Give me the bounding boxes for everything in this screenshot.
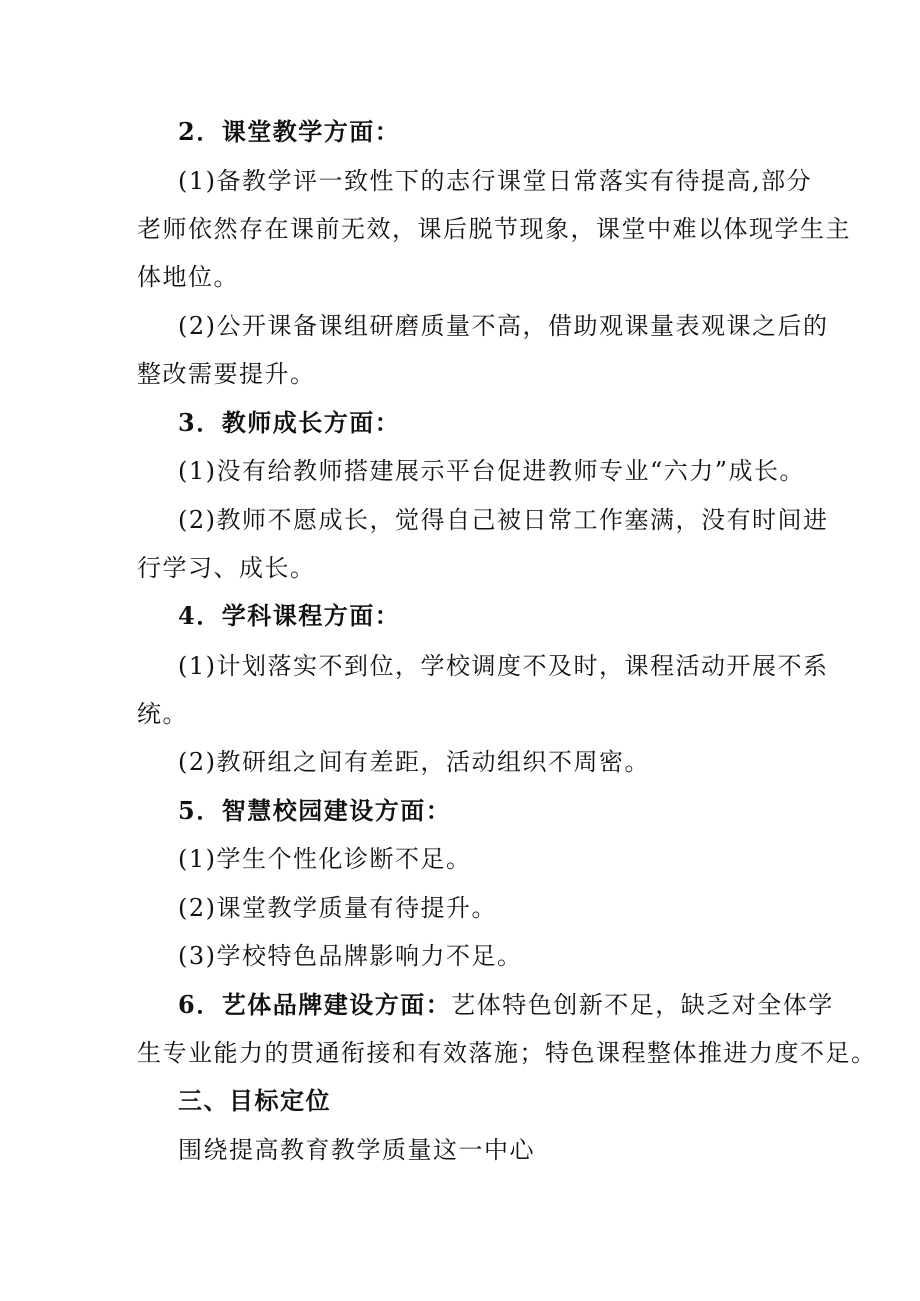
section-3-item-1: (1)没有给教师搭建展示平台促进教师专业“六力”成长。	[178, 457, 806, 485]
section-6-text-1: 艺体特色创新不足，缺乏对全体学	[451, 991, 834, 1019]
section-5-heading: 5．智慧校园建设方面：	[178, 796, 452, 825]
section-2-item-1-line-1: (1)备教学评一致性下的志行课堂日常落实有待提高,部分	[178, 167, 813, 195]
section-2-item-1-line-2: 老师依然存在课前无效，课后脱节现象，课堂中难以体现学生主	[137, 215, 851, 243]
section-3-item-2-line-1: (2)教师不愿成长，觉得自己被日常工作塞满，没有时间进	[178, 506, 829, 534]
section-6-line-1	[178, 990, 834, 1020]
section-2-item-2-line-2: 整改需要提升。	[137, 360, 316, 388]
section-3-heading: 3．教师成长方面：	[178, 408, 401, 437]
section-6-line-2: 生专业能力的贯通衔接和有效落施；特色课程整体推进力度不足。	[137, 1039, 877, 1067]
section-2-heading: 2．课堂教学方面：	[178, 117, 401, 146]
section-6-heading: 6．艺体品牌建设方面：	[178, 990, 452, 1019]
section-5-item-1: (1)学生个性化诊断不足。	[178, 845, 472, 873]
section-4-item-1-line-2: 统。	[137, 700, 188, 728]
part-3-heading: 三、目标定位	[178, 1086, 331, 1115]
section-4-item-2: (2)教研组之间有差距，活动组织不周密。	[178, 748, 650, 776]
section-5-item-2: (2)课堂教学质量有待提升。	[178, 894, 497, 922]
section-3-item-2-line-2: 行学习、成长。	[137, 554, 316, 582]
section-5-item-3: (3)学校特色品牌影响力不足。	[178, 942, 523, 970]
section-4-item-1-line-1: (1)计划落实不到位，学校调度不及时，课程活动开展不系	[178, 652, 829, 680]
section-2-item-2-line-1: (2)公开课备课组研磨质量不高，借助观课量表观课之后的	[178, 312, 829, 340]
section-2-item-1-line-3: 体地位。	[137, 263, 239, 291]
part-3-paragraph-1: 围绕提高教育教学质量这一中心	[178, 1136, 535, 1164]
section-4-heading: 4．学科课程方面：	[178, 601, 401, 630]
